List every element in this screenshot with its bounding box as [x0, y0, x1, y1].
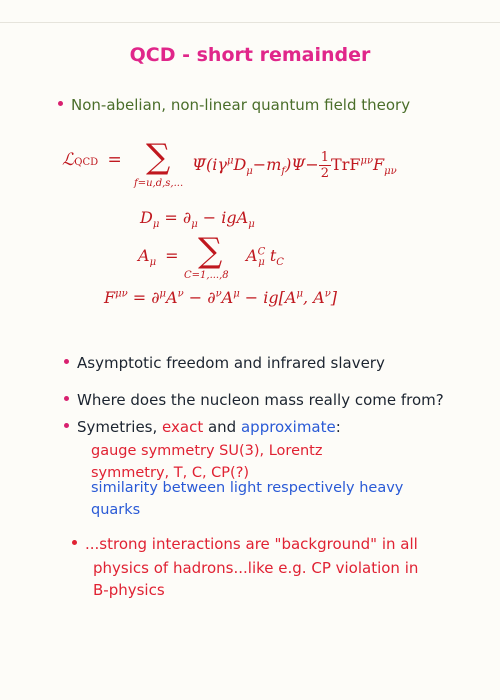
sum-subscript-flavors: f=u,d,s,... [134, 178, 184, 189]
bullet-dot-icon [64, 423, 69, 428]
lagrangian-body: $\Psī(i\gamma^\mu D_\mu-m_f)\Psi-$ $\frac{1}{2}$ $TrF^{\mu\nu}F_{\mu\nu}$ [192, 150, 397, 181]
slide-title: QCD - short remainder [129, 44, 371, 66]
exact-symmetries-line2: symmetry, T, C, CP(?) [91, 465, 250, 481]
bullet-strong-interactions: ...strong interactions are "background" in all [72, 533, 418, 555]
bullet-dot-icon [64, 359, 69, 364]
approx-symmetries-line1: similarity between light respectively heavy [91, 480, 404, 496]
bullet-dot-icon [72, 540, 77, 545]
bullet-dot-icon [58, 101, 63, 106]
lagrangian-lhs: ℒQCD = [62, 150, 122, 170]
bullet-symmetries: Symetries, exact and approximate: [64, 416, 341, 438]
one-half-fraction: $\frac{1}{2}$ [320, 150, 330, 181]
approx-symmetries-line2: quarks [91, 502, 141, 518]
bullet-asymptotic-text: Asymptotic freedom and infrared slavery [77, 354, 385, 372]
top-rule [0, 22, 500, 23]
sum-symbol-flavors: ∑ [146, 137, 171, 177]
approximate-label: approximate [240, 418, 336, 436]
exact-symmetries-line1: gauge symmetry SU(3), Lorentz [91, 443, 323, 459]
bullet-dot-icon [64, 396, 69, 401]
covariant-derivative: $D_\mu = \partial_\mu - igA_\mu$ [140, 208, 255, 231]
sum-symbol-colors: ∑ [198, 231, 223, 271]
field-strength-tensor: $F^{\mu\nu} = \partial^\mu A^\nu - \partial^\nu A^\mu - ig[A^\mu$, $A^\nu$] [104, 288, 338, 307]
bullet-nonabelian-text: Non-abelian, non-linear quantum field theory [71, 96, 411, 114]
exact-label: exact [162, 418, 204, 436]
bullet-asymptotic [64, 352, 385, 374]
bullet-nucleon-mass [64, 389, 444, 411]
sum-subscript-colors: C=1,...,8 [184, 270, 229, 281]
bullet-nucleon-mass-text: Where does the nucleon mass really come from? [77, 391, 444, 409]
gauge-field-body: $A^C_\mu$ $t_C$ [246, 246, 284, 269]
strong-interactions-line3: B-physics [93, 581, 165, 599]
strong-interactions-line2: physics of hadrons...like e.g. CP violation in [93, 559, 419, 577]
gauge-field-lhs: $A_\mu$ = [138, 246, 179, 269]
bullet-nonabelian [58, 94, 410, 116]
